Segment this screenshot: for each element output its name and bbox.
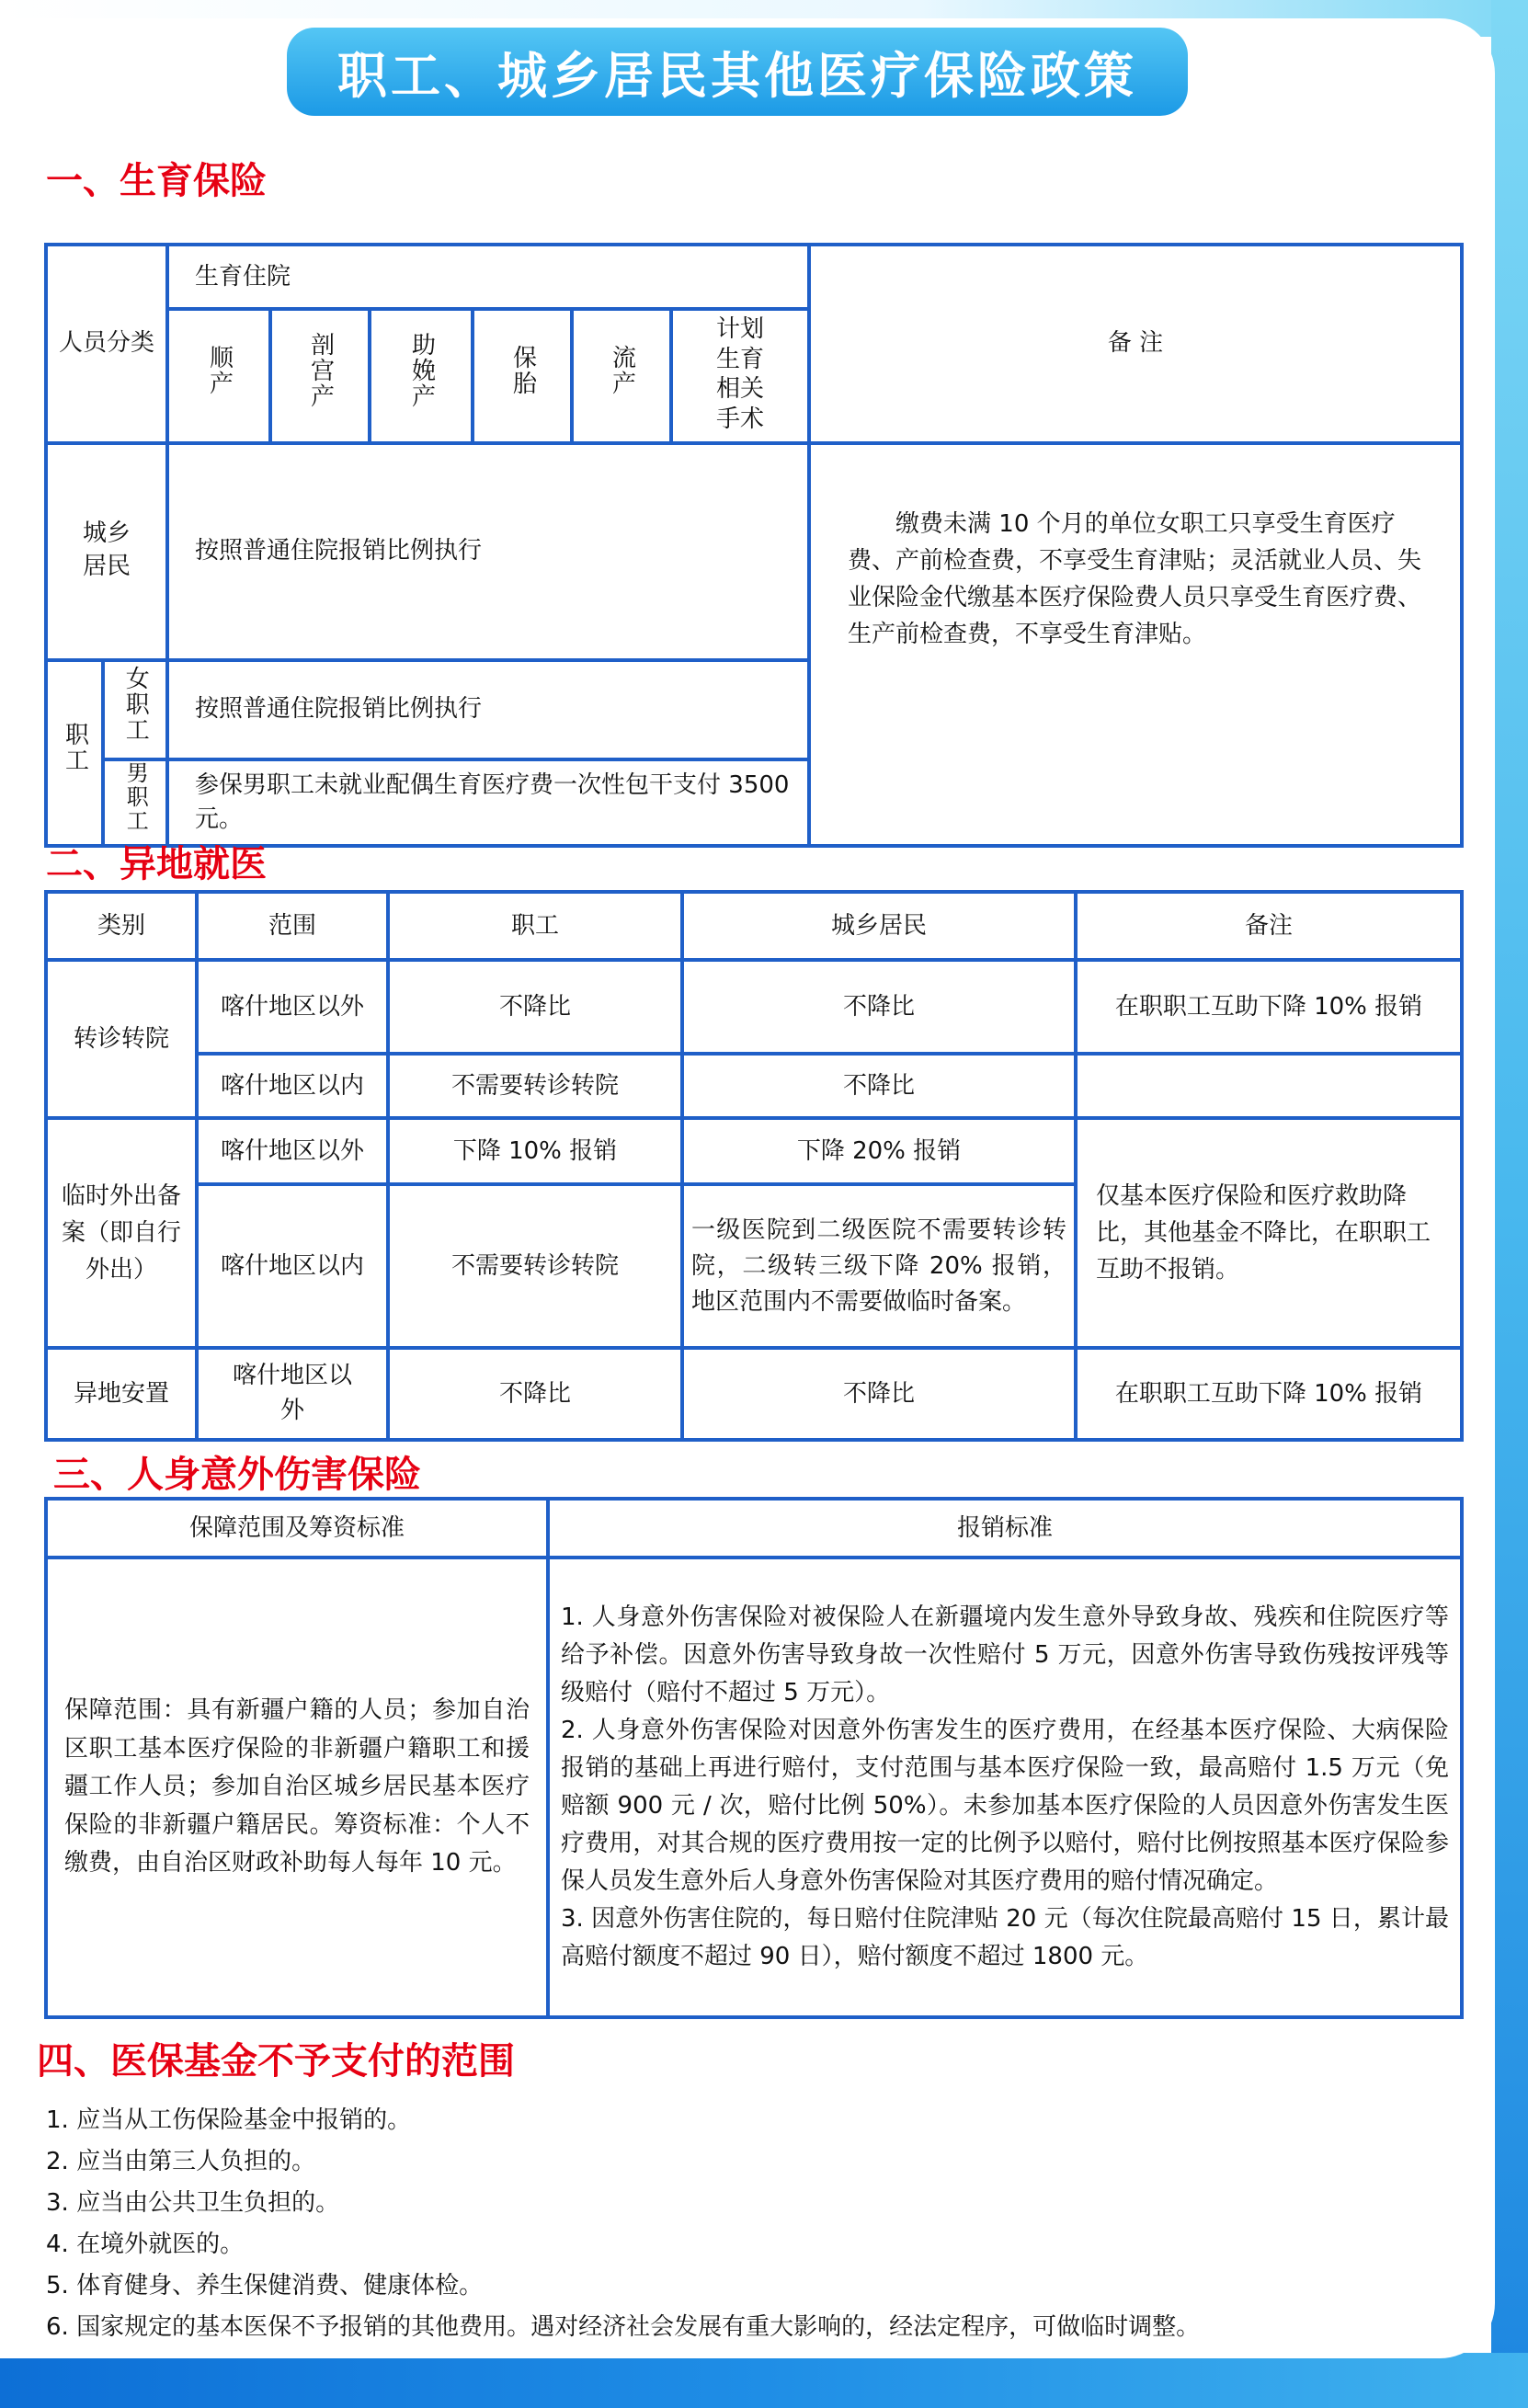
col-natural-birth: 顺产 — [167, 309, 270, 443]
col-pregnancy-care: 保胎 — [473, 309, 572, 443]
transfer-out-worker: 不降比 — [388, 960, 682, 1054]
title-banner — [287, 28, 1188, 116]
transfer-in-remark — [1076, 1054, 1462, 1118]
temp-in-urban: 一级医院到二级医院不需要转诊转院，二级转三级下降 20% 报销，地区范围内不需要做临时备案。 — [682, 1184, 1076, 1348]
transfer-in-worker: 不需要转诊转院 — [388, 1054, 682, 1118]
reimbursement-header: 报销标准 — [548, 1499, 1462, 1558]
male-worker-value: 参保男职工未就业配偶生育医疗费一次性包干支付 3500 元。 — [167, 759, 809, 846]
temp-out-range: 喀什地区以外 — [197, 1118, 388, 1184]
transfer-out-remark: 在职职工互助下降 10% 报销 — [1076, 960, 1462, 1054]
urban-resident-value: 按照普通住院报销比例执行 — [167, 443, 809, 660]
female-worker-value: 按照普通住院报销比例执行 — [167, 660, 809, 759]
header-category: 类别 — [46, 892, 197, 960]
relocation-worker: 不降比 — [388, 1348, 682, 1440]
transfer-out-range: 喀什地区以外 — [197, 960, 388, 1054]
header-remark: 备注 — [1076, 892, 1462, 960]
coverage-header: 保障范围及筹资标准 — [46, 1499, 548, 1558]
reimbursement-item: 2. 人身意外伤害保险对因意外伤害发生的医疗费用，在经基本医疗保险、大病保险报销的基础上再进行赔付，支付范围与基本医疗保险一致，最高赔付 1.5 万元（免赔额 900 元 / 次，赔付比例 50%）。未参加基本医疗保险的人员因意外伤害发生医疗费用，对其合规的医疗费用按一定的比例予以赔付，赔付比例按照基本医疗保险参保人员发生意外后人身意外伤害保险对其医疗费用的赔付情况确定。 — [561, 1716, 1449, 1896]
temp-out-urban: 下降 20% 报销 — [682, 1118, 1076, 1184]
col-miscarriage: 流产 — [572, 309, 671, 443]
section-2-title: 二、异地就医 — [46, 842, 267, 885]
header-range: 范围 — [197, 892, 388, 960]
col-family-planning: 计划生育相关手术 — [671, 309, 809, 443]
reimbursement-text — [548, 1558, 1462, 2017]
frame-right — [1491, 0, 1528, 2408]
transfer-out-urban: 不降比 — [682, 960, 1076, 1054]
list-item: 1. 应当从工伤保险基金中报销的。 — [46, 2106, 412, 2134]
list-item: 3. 应当由公共卫生负担的。 — [46, 2189, 340, 2217]
header-worker: 职工 — [388, 892, 682, 960]
maternity-remark: 缴费未满 10 个月的单位女职工只享受生育医疗费、产前检查费，不享受生育津贴；灵活就业人员、失业保险金代缴基本医疗保险费人员只享受生育医疗费、生产前检查费，不享受生育津贴。 — [809, 443, 1462, 846]
temp-in-range: 喀什地区以内 — [197, 1184, 388, 1348]
accident-insurance-table — [44, 1497, 1464, 2019]
reimbursement-item: 3. 因意外伤害住院的，每日赔付住院津贴 20 元（每次住院最高赔付 15 日，累计最高赔付额度不超过 90 日），赔付额度不超过 1800 元。 — [561, 1905, 1449, 1971]
reimbursement-item: 1. 人身意外伤害保险对被保险人在新疆境内发生意外导致身故、残疾和住院医疗等给予补偿。因意外伤害导致身故一次性赔付 5 万元，因意外伤害导致伤残按评残等级赔付（赔付不超过 5 万元）。 — [561, 1603, 1449, 1706]
relocation-category: 异地安置 — [46, 1348, 197, 1440]
list-item: 2. 应当由第三人负担的。 — [46, 2148, 316, 2175]
remote-medical-table — [44, 890, 1464, 1442]
frame-bottom — [0, 2353, 1528, 2408]
temp-in-worker: 不需要转诊转院 — [388, 1184, 682, 1348]
hospital-header: 生育住院 — [167, 245, 809, 309]
transfer-in-range: 喀什地区以内 — [197, 1054, 388, 1118]
relocation-remark: 在职职工互助下降 10% 报销 — [1076, 1348, 1462, 1440]
coverage-text: 保障范围：具有新疆户籍的人员；参加自治区职工基本医疗保险的非新疆户籍职工和援疆工作人员；参加自治区城乡居民基本医疗保险的非新疆户籍居民。筹资标准：个人不缴费，由自治区财政补助每人每年 10 元。 — [46, 1558, 548, 2017]
worker-label: 职工 — [46, 660, 103, 846]
temp-remark: 仅基本医疗保险和医疗救助降比，其他基金不降比，在职职工互助不报销。 — [1076, 1118, 1462, 1348]
temp-category: 临时外出备案（即自行外出） — [46, 1118, 197, 1348]
section-4-title: 四、医保基金不予支付的范围 — [37, 2039, 515, 2083]
urban-resident-label: 城乡居民 — [46, 443, 167, 660]
page-title: 职工、城乡居民其他医疗保险政策 — [337, 45, 1137, 105]
col-caesarean: 剖宫产 — [270, 309, 370, 443]
transfer-in-urban: 不降比 — [682, 1054, 1076, 1118]
relocation-range: 喀什地区以外 — [197, 1348, 388, 1440]
header-urban: 城乡居民 — [682, 892, 1076, 960]
list-item: 6. 国家规定的基本医保不予报销的其他费用。遇对经济社会发展有重大影响的，经法定程序，可做临时调整。 — [46, 2313, 1201, 2341]
female-worker-label: 女职工 — [103, 660, 167, 759]
temp-out-worker: 下降 10% 报销 — [388, 1118, 682, 1184]
section-1-title: 一、生育保险 — [46, 159, 267, 202]
transfer-category: 转诊转院 — [46, 960, 197, 1118]
male-worker-label: 男职工 — [103, 759, 167, 846]
list-item: 5. 体育健身、养生保健消费、健康体检。 — [46, 2272, 484, 2300]
remark-header: 备 注 — [809, 245, 1462, 443]
maternity-table — [44, 243, 1464, 848]
list-item: 4. 在境外就医的。 — [46, 2231, 245, 2258]
relocation-urban: 不降比 — [682, 1348, 1076, 1440]
col-assisted: 助娩产 — [370, 309, 473, 443]
section-3-title: 三、人身意外伤害保险 — [53, 1453, 421, 1496]
person-category-header: 人员分类 — [46, 245, 167, 443]
exclusion-list — [46, 2100, 1425, 2348]
